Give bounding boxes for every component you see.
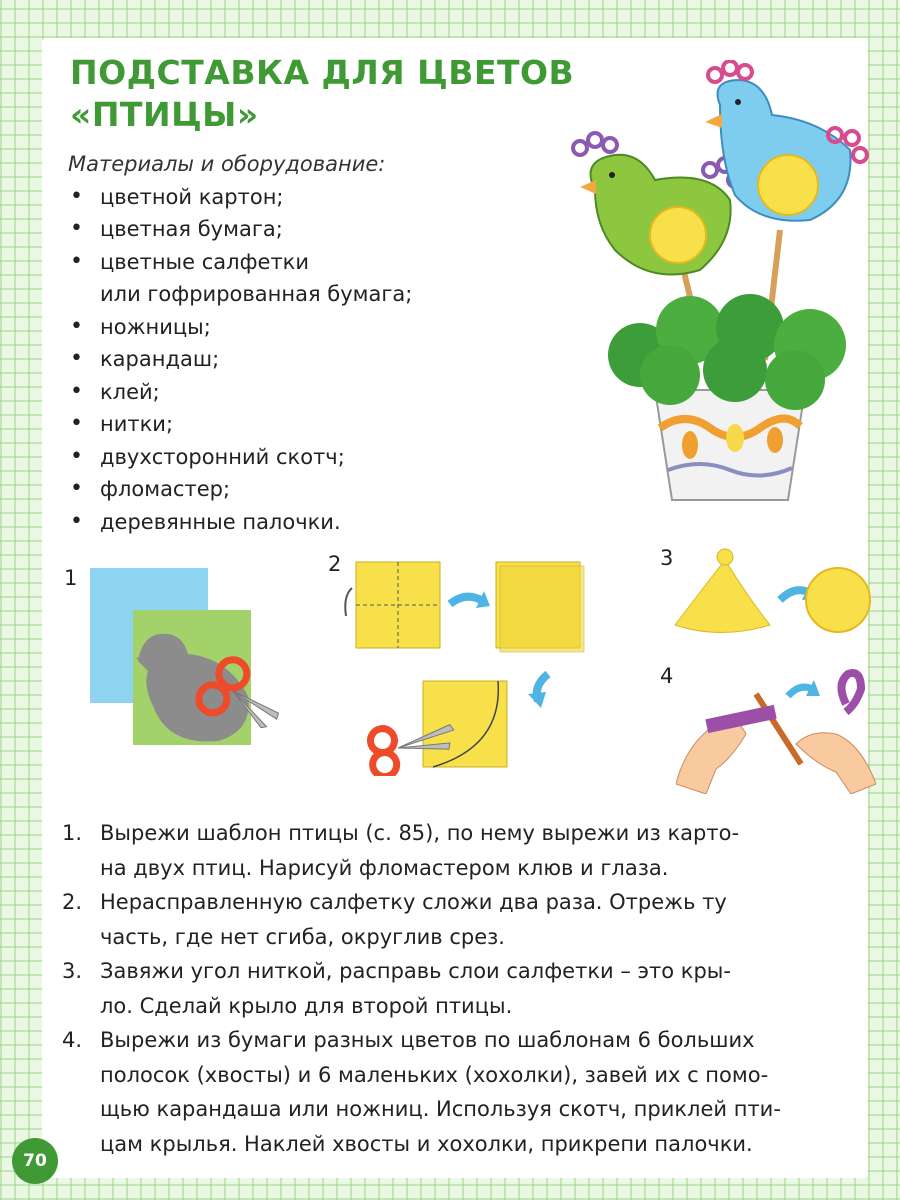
- step-figure-4-number: 4: [660, 664, 674, 688]
- material-item: • цветной картон;: [68, 181, 588, 214]
- step-4-illustration: [676, 664, 876, 794]
- step-figure-3-number: 3: [660, 546, 674, 570]
- material-item: • цветные салфетки или гофрированная бумага;: [68, 246, 588, 311]
- instruction-item: 1. Вырежи шаблон птицы (с. 85), по нему вырежи из карто- на двух птиц. Нарисуй фломастером клюв и глаза.: [62, 821, 740, 880]
- materials-list: [68, 181, 588, 539]
- step-2-illustration: [338, 556, 598, 776]
- material-item: • цветная бумага;: [68, 213, 588, 246]
- material-item: • ножницы;: [68, 311, 588, 344]
- step-3-illustration: [670, 545, 880, 645]
- birds-flowerpot-illustration: [560, 60, 880, 510]
- material-item: • клей;: [68, 376, 588, 409]
- materials-section: [68, 148, 588, 538]
- page-title: [70, 52, 574, 136]
- instruction-item: 2. Нерасправленную салфетку сложи два раза. Отрежь ту часть, где нет сгиба, округлив срез.: [62, 890, 727, 949]
- page-number-badge: 70: [12, 1138, 58, 1184]
- instructions-list: [62, 816, 872, 1161]
- step-1-illustration: [88, 566, 318, 796]
- materials-heading: Материалы и оборудование:: [68, 152, 386, 176]
- step-figure-2-number: 2: [328, 552, 342, 576]
- material-item: • двухсторонний скотч;: [68, 441, 588, 474]
- material-item: • фломастер;: [68, 473, 588, 506]
- instruction-item: 3. Завяжи угол ниткой, расправь слои салфетки – это кры- ло. Сделай крыло для второй птицы.: [62, 959, 731, 1018]
- material-item: • карандаш;: [68, 343, 588, 376]
- material-item: • нитки;: [68, 408, 588, 441]
- title-line-1: ПОДСТАВКА ДЛЯ ЦВЕТОВ: [70, 53, 575, 92]
- material-item: • деревянные палочки.: [68, 506, 588, 539]
- step-figure-1-number: 1: [64, 566, 78, 590]
- title-line-2: «ПТИЦЫ»: [70, 95, 259, 134]
- instructions-section: [62, 816, 872, 1161]
- instruction-item: 4. Вырежи из бумаги разных цветов по шаблонам 6 больших полосок (хвосты) и 6 маленьких (хохолки), завей их с помо- щью карандаша или ножниц. Используя скотч, приклей пти- цам крылья. Наклей хвосты и хохолки, прикрепи палочки.: [62, 1028, 781, 1156]
